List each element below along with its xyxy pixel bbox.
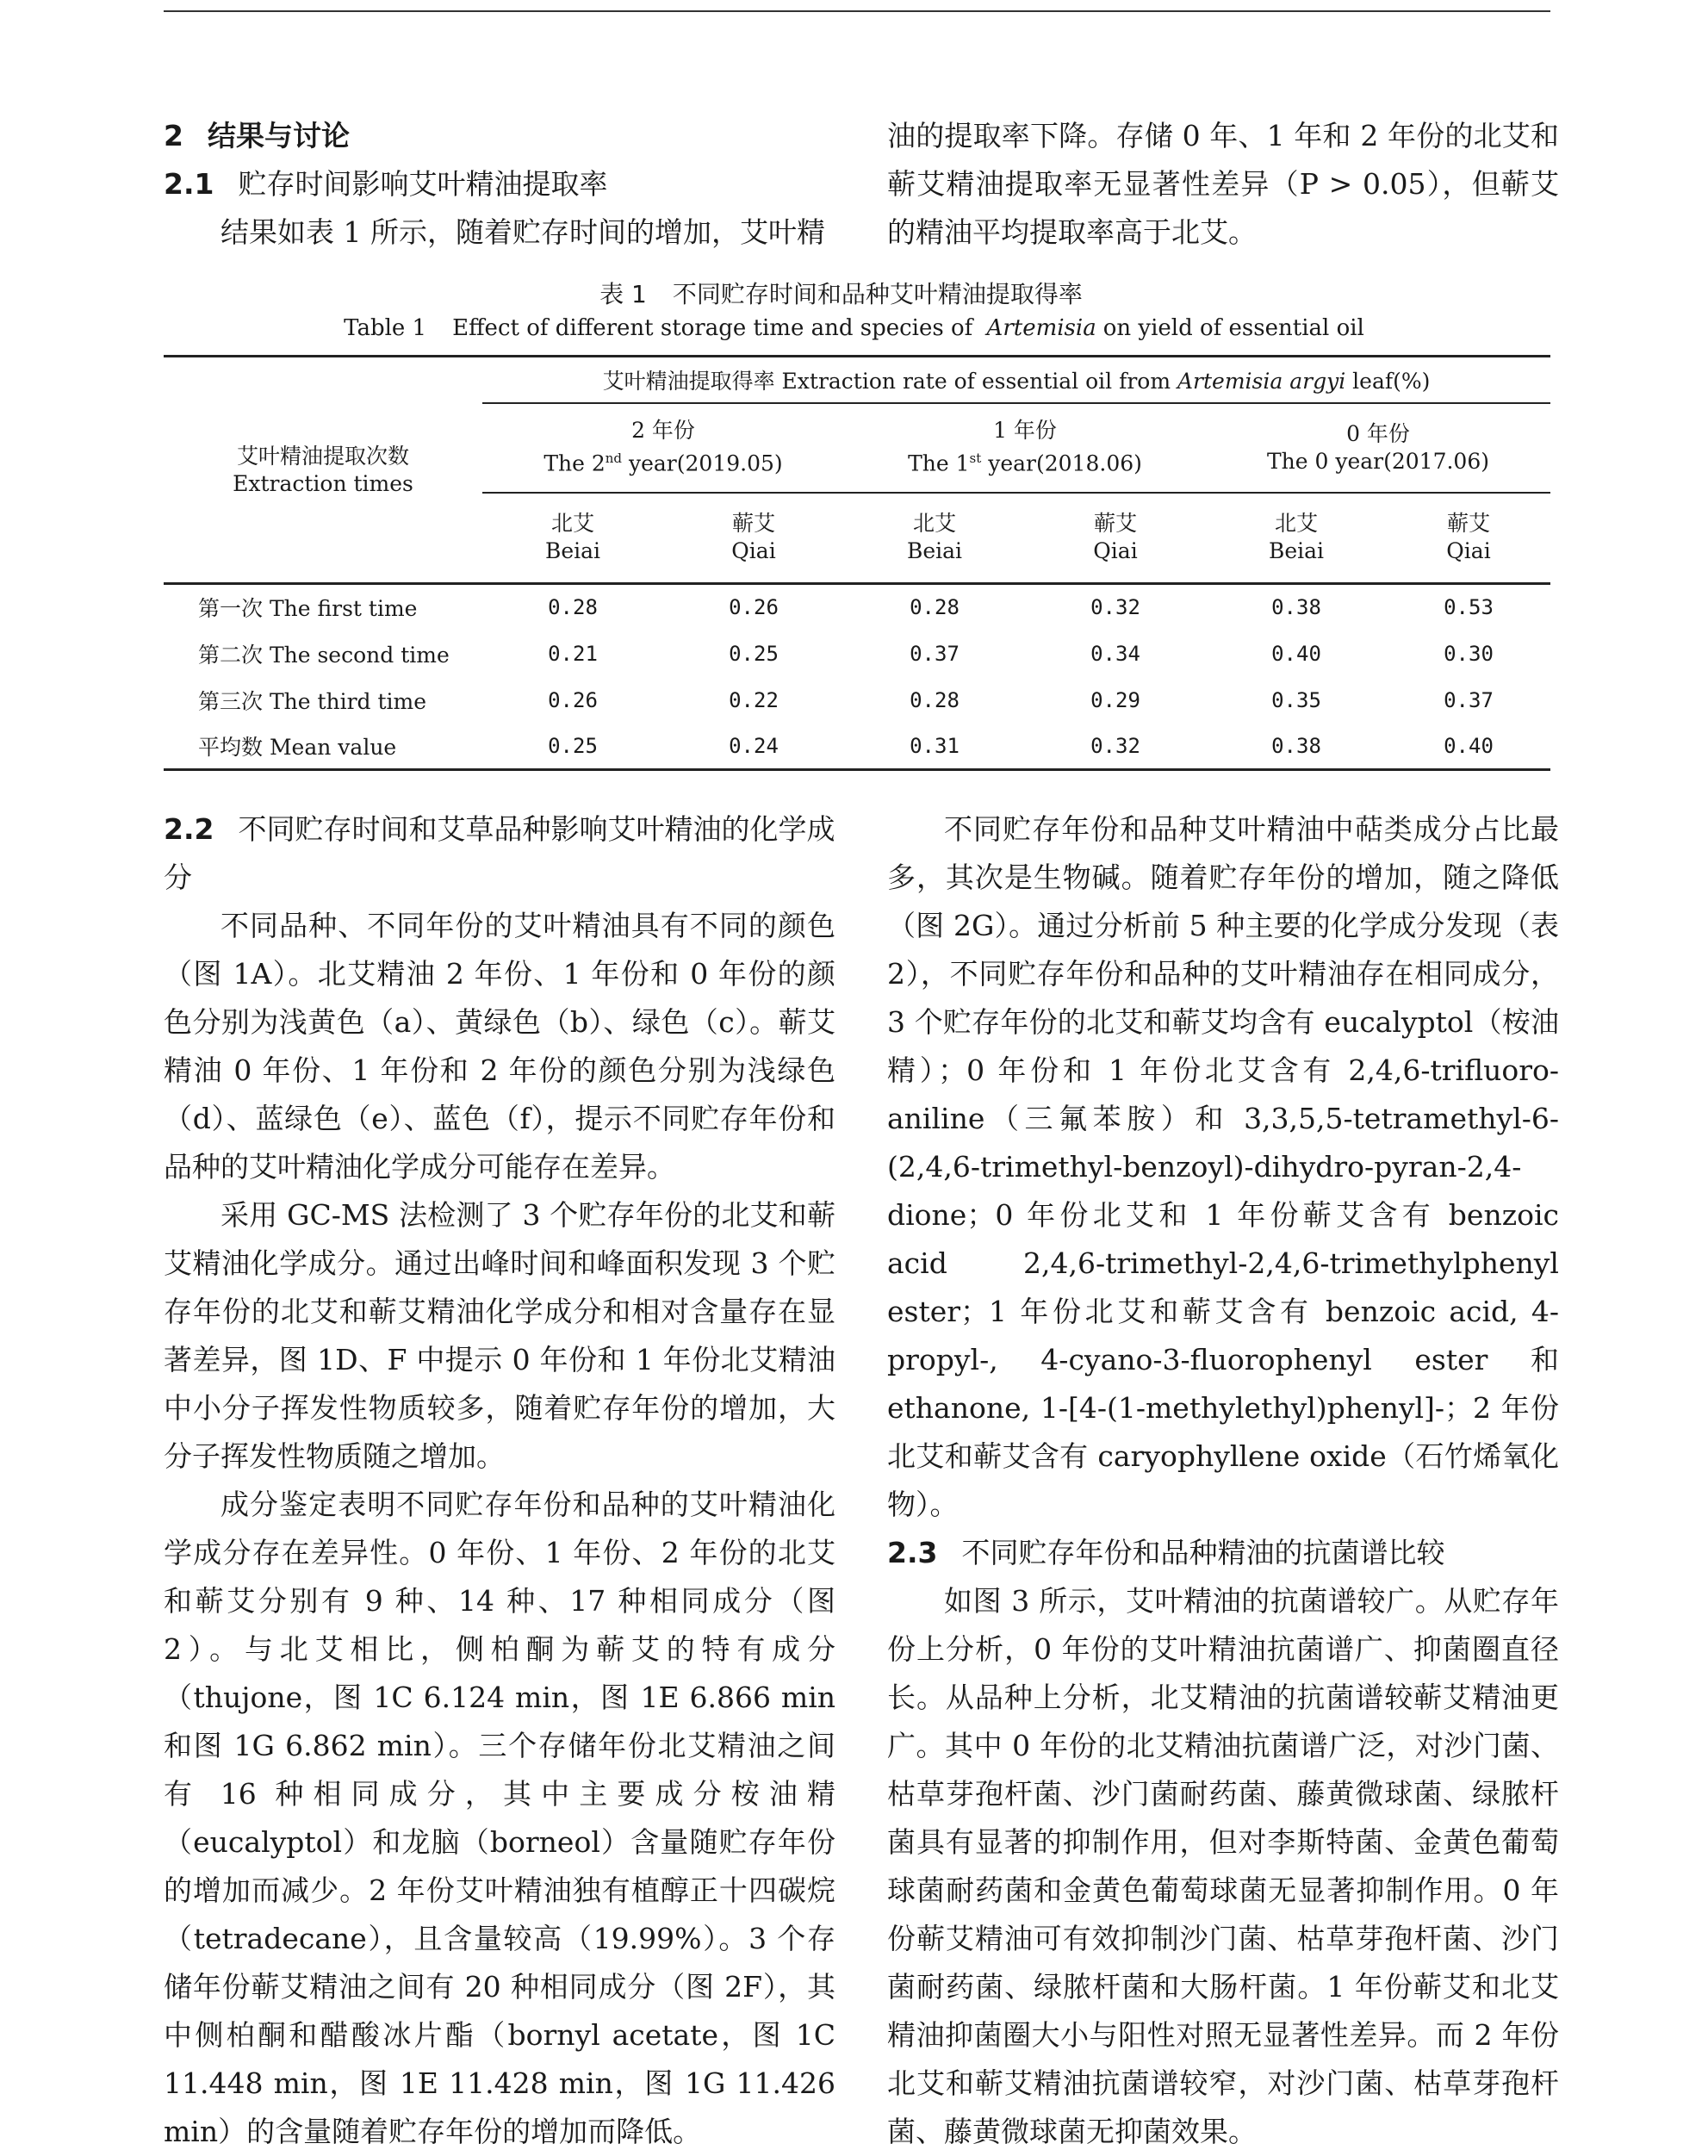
species-en: Beiai	[1268, 538, 1325, 564]
table-cell: 0.28	[910, 595, 960, 620]
header-rule	[164, 10, 1550, 12]
row-label: 第三次 The third time	[198, 688, 427, 714]
species-header	[1025, 493, 1206, 584]
data-table	[164, 355, 1550, 771]
table-title-italic: Artemisia	[986, 315, 1096, 341]
table-row	[164, 631, 1550, 677]
year-sup: nd	[605, 450, 623, 467]
section-2-3-heading	[887, 1529, 1559, 1577]
table-cell: 0.28	[910, 687, 960, 712]
table-cell: 0.35	[1271, 687, 1321, 712]
section-2-heading	[164, 112, 835, 160]
table-cell: 0.31	[910, 733, 960, 758]
table-row	[164, 677, 1550, 724]
table-label: Table 1	[344, 315, 427, 341]
paragraph: 油的提取率下降。存储 0 年、1 年和 2 年份的北艾和蕲艾精油提取率无显著性差异（P > 0.05），但蕲艾的精油平均提取率高于北艾。	[887, 119, 1559, 249]
section-number: 2.2	[164, 812, 214, 846]
table-cell: 0.29	[1090, 687, 1140, 712]
table-cell: 0.32	[1090, 733, 1140, 758]
table-cell: 0.30	[1444, 641, 1494, 666]
year-en-date: year(2019.05)	[628, 450, 783, 476]
section-number: 2.3	[887, 1536, 938, 1569]
table-cell: 0.22	[729, 687, 779, 712]
lower-right-column	[887, 805, 1559, 2156]
span-header-unit: leaf(%)	[1352, 368, 1431, 394]
section-number: 2.1	[164, 167, 214, 201]
year-en-date: year(2018.06)	[988, 450, 1142, 476]
section-title: 不同贮存时间和艾草品种影响艾叶精油的化学成分	[164, 812, 835, 894]
table-cell: 0.26	[548, 687, 598, 712]
species-en: Beiai	[906, 538, 963, 564]
paragraph: 成分鉴定表明不同贮存年份和品种的艾叶精油化学成分存在差异性。0 年份、1 年份、2 年份的北艾和蕲艾分别有 9 种、14 种、17 种相同成分（图 2）。与北艾相比，侧柏酮为蕲艾的特有成分（thujone，图 1C 6.124 min，图 1E 6.866 min 和图 1G 6.862 min）。三个存储年份北艾精油之间有 16 种相同成分，其中主要成分桉油精（eucalyptol）和龙脑（borneol）含量随贮存年份的增加而减少。2 年份艾叶精油独有植醇正十四碳烷（tetradecane），且含量较高（19.99%）。3 个存储年份蕲艾精油之间有 20 种相同成分（图 2F），其中侧柏酮和醋酸冰片酯（bornyl acetate，图 1C 11.448 min，图 1E 11.428 min，图 1G 11.426 min）的含量随着贮存年份的增加而降低。	[164, 1488, 835, 2148]
paragraph: 结果如表 1 所示，随着贮存时间的增加，艾叶精	[220, 215, 825, 249]
year-header	[1206, 403, 1550, 493]
table-caption-en	[0, 315, 1708, 341]
section-title: 贮存时间影响艾叶精油提取率	[238, 167, 608, 201]
year-cn: 0 年份	[1346, 420, 1410, 446]
table-cell: 0.25	[548, 733, 598, 758]
table-cell: 0.38	[1271, 595, 1321, 620]
year-cn: 1 年份	[993, 418, 1057, 444]
table-cell: 0.32	[1090, 595, 1140, 620]
species-en: Qiai	[1446, 538, 1491, 564]
species-cn: 蕲艾	[731, 511, 775, 537]
species-cn: 蕲艾	[1446, 511, 1490, 537]
section-2-1-heading	[164, 160, 835, 208]
table-title: Effect of different storage time and species of	[452, 315, 973, 341]
row-label: 平均数 Mean value	[198, 734, 397, 760]
row-label: 第一次 The first time	[198, 596, 418, 622]
table-cell: 0.21	[548, 641, 598, 666]
table-cell: 0.40	[1271, 641, 1321, 666]
table-cell: 0.37	[910, 641, 960, 666]
table-title-end: on yield of essential oil	[1102, 315, 1364, 341]
species-header	[1206, 493, 1387, 584]
species-header	[1387, 493, 1550, 584]
year-en: The 1	[908, 450, 970, 476]
span-header-italic: Artemisia argyi	[1177, 368, 1346, 394]
upper-left-column	[164, 112, 835, 257]
species-en: Qiai	[1093, 538, 1138, 564]
table-cell: 0.37	[1444, 687, 1494, 712]
table-cell: 0.38	[1271, 733, 1321, 758]
table-cell: 0.25	[729, 641, 779, 666]
table-cell: 0.28	[548, 595, 598, 620]
section-title: 不同贮存年份和品种精油的抗菌谱比较	[961, 1536, 1445, 1569]
paragraph: 不同贮存年份和品种艾叶精油中萜类成分占比最多，其次是生物碱。随着贮存年份的增加，随之降低（图 2G）。通过分析前 5 种主要的化学成分发现（表 2），不同贮存年份和品种的艾叶精油存在相同成分，3 个贮存年份的北艾和蕲艾均含有 eucalyptol（桉油精）；0 年份和 1 年份北艾含有 2,4,6-trifluoro-aniline（三氟苯胺）和 3,3,5,5-tetramethyl-6-(2,4,6-trimethyl-benzoyl)-dihydro-pyran-2,4-dione；0 年份北艾和 1 年份蕲艾含有 benzoic acid 2,4,6-trimethyl-2,4,6-trimethylphenyl ester；1 年份北艾和蕲艾含有 benzoic acid, 4-propyl-, 4-cyano-3-fluorophenyl ester 和 ethanone, 1-[4-(1-methylethyl)phenyl]-；2 年份北艾和蕲艾含有 caryophyllene oxide（石竹烯氧化物）。	[887, 812, 1559, 1521]
table-cell: 0.24	[729, 733, 779, 758]
table-cell: 0.40	[1444, 733, 1494, 758]
table-cell: 0.26	[729, 595, 779, 620]
year-header	[482, 403, 844, 493]
year-header	[844, 403, 1206, 493]
lower-left-column	[164, 805, 835, 2156]
section-2-2-heading	[164, 805, 835, 902]
table-label: 表 1	[599, 280, 647, 308]
species-cn: 蕲艾	[1093, 511, 1137, 537]
paragraph: 采用 GC-MS 法检测了 3 个贮存年份的北艾和蕲艾精油化学成分。通过出峰时间和峰面积发现 3 个贮存年份的北艾和蕲艾精油化学成分和相对含量存在显著差异，图 1D、F 中提示 0 年份和 1 年份北艾精油中小分子挥发性物质较多，随着贮存年份的增加，大分子挥发性物质随之增加。	[164, 1198, 835, 1473]
year-sup: st	[969, 450, 982, 467]
row-label: 第二次 The second time	[198, 642, 450, 668]
species-en: Qiai	[731, 538, 776, 564]
row-header-cell	[164, 357, 482, 584]
species-en: Beiai	[544, 538, 601, 564]
upper-right-column	[887, 112, 1559, 257]
year-en: The 0 year(2017.06)	[1266, 448, 1490, 474]
table-cell: 0.34	[1090, 641, 1140, 666]
row-header-cn: 艾叶精油提取次数	[236, 443, 409, 469]
species-cn: 北艾	[550, 511, 594, 537]
table-row	[164, 724, 1550, 770]
paragraph: 如图 3 所示，艾叶精油的抗菌谱较广。从贮存年份上分析，0 年份的艾叶精油抗菌谱广、抑菌圈直径长。从品种上分析，北艾精油的抗菌谱较蕲艾精油更广。其中 0 年份的北艾精油抗菌谱广泛，对沙门菌、枯草芽孢杆菌、沙门菌耐药菌、藤黄微球菌、绿脓杆菌具有显著的抑制作用，但对李斯特菌、金黄色葡萄球菌耐药菌和金黄色葡萄球菌无显著抑制作用。0 年份蕲艾精油可有效抑制沙门菌、枯草芽孢杆菌、沙门菌耐药菌、绿脓杆菌和大肠杆菌。1 年份蕲艾和北艾精油抑菌圈大小与阳性对照无显著性差异。而 2 年份北艾和蕲艾精油抗菌谱较窄，对沙门菌、枯草芽孢杆菌、藤黄微球菌无抑菌效果。	[887, 1584, 1559, 2148]
species-header	[844, 493, 1025, 584]
species-header	[482, 493, 663, 584]
paragraph: 不同品种、不同年份的艾叶精油具有不同的颜色（图 1A）。北艾精油 2 年份、1 年份和 0 年份的颜色分别为浅黄色（a）、黄绿色（b）、绿色（c）。蕲艾精油 0 年份、1 年份和 2 年份的颜色分别为浅绿色（d）、蓝绿色（e）、蓝色（f），提示不同贮存年份和品种的艾叶精油化学成分可能存在差异。	[164, 909, 835, 1184]
year-cn: 2 年份	[631, 418, 695, 444]
section-title: 结果与讨论	[207, 119, 350, 152]
row-header-en: Extraction times	[233, 470, 413, 496]
span-header-text: 艾叶精油提取得率 Extraction rate of essential oil from	[602, 368, 1171, 394]
year-en: The 2	[543, 450, 606, 476]
species-cn: 北艾	[1274, 511, 1318, 537]
table-title: 不同贮存时间和品种艾叶精油提取得率	[672, 280, 1083, 308]
span-header	[482, 357, 1550, 403]
section-number: 2	[164, 119, 183, 152]
table-cell: 0.53	[1444, 595, 1494, 620]
table-caption-cn	[0, 276, 1708, 310]
species-header	[663, 493, 844, 584]
table-row	[164, 584, 1550, 631]
species-cn: 北艾	[912, 511, 956, 537]
